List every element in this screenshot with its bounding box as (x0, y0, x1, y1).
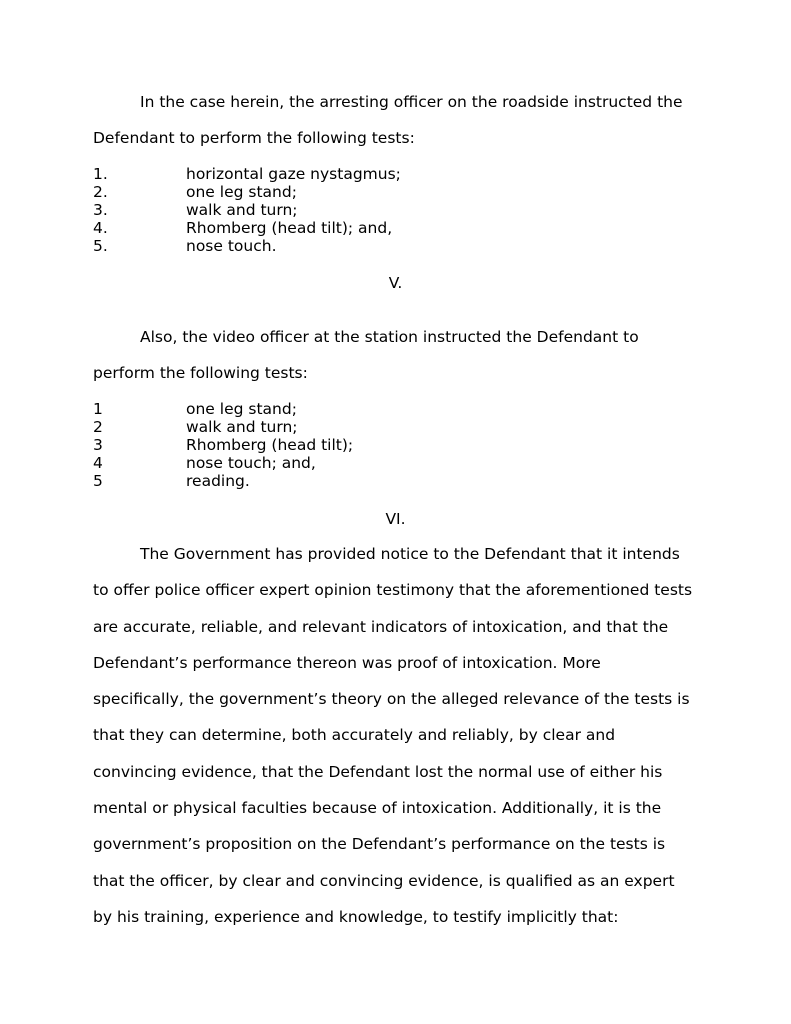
list-item-number: 2 (93, 418, 103, 436)
list-item-number: 4 (93, 454, 103, 472)
paragraph-3-line-9: government’s proposition on the Defendant’s performance on the tests is (93, 835, 666, 853)
list-item-text: one leg stand; (186, 400, 297, 418)
paragraph-1-line-1: In the case herein, the arresting officer on the roadside instructed the (140, 93, 683, 111)
list-item-number: 5. (93, 237, 108, 255)
paragraph-2-line-1: Also, the video officer at the station instructed the Defendant to (140, 328, 639, 346)
list-item-number: 2. (93, 183, 108, 201)
list-item-text: nose touch; and, (186, 454, 316, 472)
section-heading-vi: VI. (385, 510, 406, 528)
list-item-number: 1. (93, 165, 108, 183)
list-item-number: 5 (93, 472, 103, 490)
paragraph-3-line-5: specifically, the government’s theory on the alleged relevance of the tests is (93, 690, 690, 708)
list-item-text: Rhomberg (head tilt); and, (186, 219, 393, 237)
paragraph-3-line-6: that they can determine, both accurately and reliably, by clear and (93, 726, 616, 744)
list-item-text: horizontal gaze nystagmus; (186, 165, 401, 183)
list-item-number: 4. (93, 219, 108, 237)
list-item-text: walk and turn; (186, 418, 298, 436)
list-item-text: walk and turn; (186, 201, 298, 219)
paragraph-3-line-10: that the officer, by clear and convincing evidence, is qualified as an expert (93, 872, 675, 890)
section-heading-v: V. (388, 274, 403, 292)
paragraph-3-line-2: to offer police officer expert opinion testimony that the aforementioned tests (93, 581, 693, 599)
paragraph-3-line-8: mental or physical faculties because of intoxication. Additionally, it is the (93, 799, 662, 817)
list-item-number: 3 (93, 436, 103, 454)
paragraph-3-line-4: Defendant’s performance thereon was proof of intoxication. More (93, 654, 601, 672)
list-item-text: Rhomberg (head tilt); (186, 436, 354, 454)
list-item-text: nose touch. (186, 237, 277, 255)
paragraph-3-line-1: The Government has provided notice to the Defendant that it intends (140, 545, 680, 563)
paragraph-3-line-11: by his training, experience and knowledge, to testify implicitly that: (93, 908, 619, 926)
list-item-number: 1 (93, 400, 103, 418)
paragraph-2-line-2: perform the following tests: (93, 364, 308, 382)
paragraph-3-line-7: convincing evidence, that the Defendant lost the normal use of either his (93, 763, 663, 781)
list-item-number: 3. (93, 201, 108, 219)
paragraph-3-line-3: are accurate, reliable, and relevant indicators of intoxication, and that the (93, 618, 669, 636)
paragraph-1-line-2: Defendant to perform the following tests: (93, 129, 415, 147)
list-item-text: one leg stand; (186, 183, 297, 201)
list-item-text: reading. (186, 472, 250, 490)
